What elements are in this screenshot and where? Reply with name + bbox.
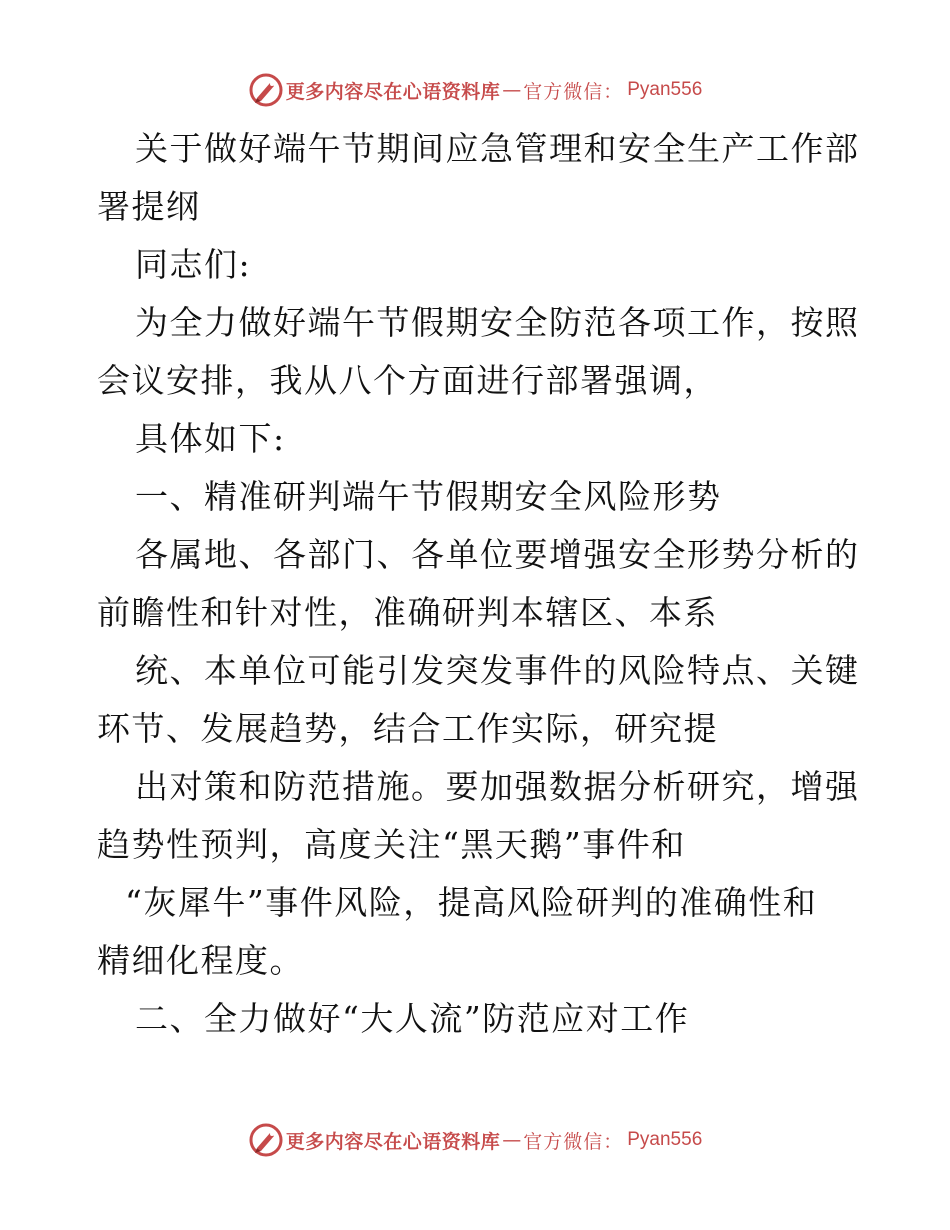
document-body (97, 120, 860, 1048)
doc-paragraph-line: 会议安排，我从八个方面进行部署强调， (97, 361, 718, 400)
watermark-official: 官方微信： (523, 1130, 624, 1153)
watermark-wechat-id: Pyan556 (627, 1129, 703, 1150)
doc-paragraph-line: 前瞻性和针对性，准确研判本辖区、本系 (97, 593, 718, 632)
watermark-dash: — (502, 79, 522, 101)
doc-title-line-1: 关于做好端午节期间应急管理和安全生产工作部 (135, 129, 860, 168)
doc-paragraph-line: 各属地、各部门、各单位要增强安全形势分析的 (135, 535, 860, 574)
doc-paragraph-line: 具体如下: (135, 419, 286, 458)
doc-paragraph-line: 趋势性预判，高度关注“黑天鹅”事件和 (97, 825, 686, 864)
watermark-official: 官方微信： (523, 80, 624, 103)
doc-paragraph-line: 环节、发展趋势，结合工作实际，研究提 (97, 709, 718, 748)
doc-paragraph-line: 出对策和防范措施。要加强数据分析研究，增强 (135, 767, 860, 806)
doc-salutation: 同志们: (135, 245, 252, 284)
doc-title-line-2: 署提纲 (97, 187, 201, 226)
doc-section-heading-1: 一、精准研判端午节假期安全风险形势 (135, 477, 722, 516)
watermark-brand: 更多内容尽在心语资料库 (285, 1130, 501, 1153)
footer-watermark (0, 1120, 950, 1160)
watermark-dash: — (502, 1129, 522, 1151)
watermark-brand: 更多内容尽在心语资料库 (285, 80, 501, 103)
pen-logo-icon (248, 1122, 284, 1158)
doc-paragraph-line: 统、本单位可能引发突发事件的风险特点、关键 (135, 651, 860, 690)
doc-paragraph-line: 精细化程度。 (97, 941, 304, 980)
doc-section-heading-2: 二、全力做好“大人流”防范应对工作 (135, 999, 690, 1038)
header-watermark (0, 70, 950, 110)
doc-paragraph-line: “灰犀牛”事件风险，提高风险研判的准确性和 (125, 883, 818, 922)
doc-paragraph-line: 为全力做好端午节假期安全防范各项工作，按照 (135, 303, 860, 342)
watermark-wechat-id: Pyan556 (627, 79, 703, 100)
pen-logo-icon (248, 72, 284, 108)
